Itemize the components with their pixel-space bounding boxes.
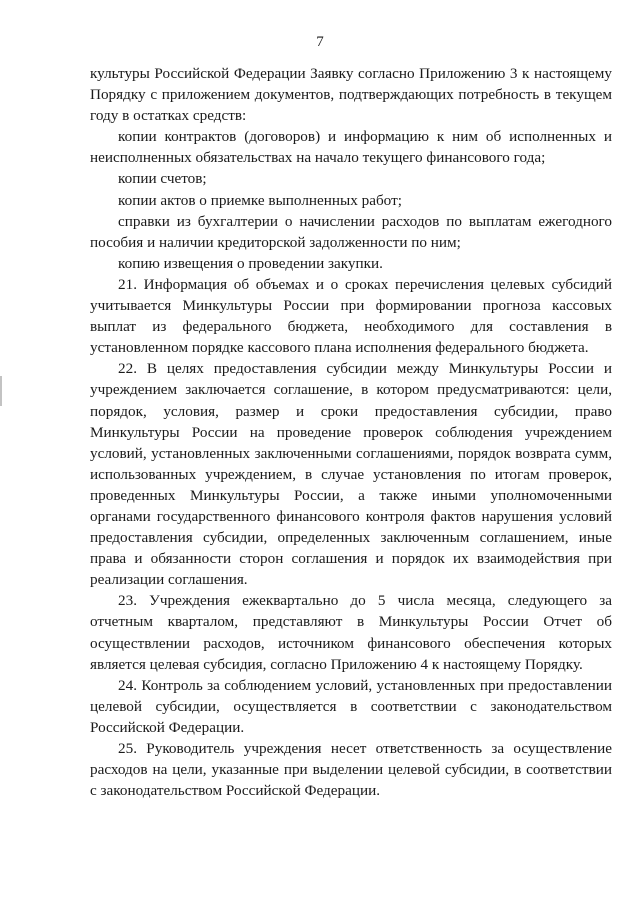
list-item-contract-copies: копии контрактов (договоров) и информацию к ним об исполненных и неисполненных обязательствах на начало текущего финансового года; (90, 128, 612, 167)
clause-24: 24. Контроль за соблюдением условий, установленных при предоставлении целевой субсидии, осуществляется в соответствии с законодательством Российской Федерации. (90, 676, 612, 736)
clause-22: 22. В целях предоставления субсидии между Минкультуры России и учреждением заключается соглашение, в котором предусматриваются: цели, порядок, условия, размер и сроки предоставления субсидии, право Минкультуры России на проведение проверок соблюдения учреждением условий, установленных заключенными соглашениями, порядок возврата сумм, использованных учреждением, в случае установления по итогам проверок, проведенных Минкультуры России, а также иными уполномоченными органами государственного финансового контроля фактов нарушения условий предоставления субсидии, определенных заключенным соглашением, иные права и обязанности сторон соглашения и порядок их взаимодействия при реализации соглашения. (90, 360, 612, 589)
list-item-acceptance-acts: копии актов о приемке выполненных работ; (118, 191, 402, 209)
list-item-procurement-notice: копию извещения о проведении закупки. (118, 254, 383, 272)
clause-23: 23. Учреждения ежеквартально до 5 числа месяца, следующего за отчетным кварталом, представляют в Минкультуры России Отчет об осуществлении расходов, источником финансового обеспечения которых является целевая субсидия, согласно Приложению 4 к настоящему Порядку. (90, 592, 612, 673)
document-body (90, 63, 612, 801)
scan-edge-mark (0, 376, 2, 406)
clause-25: 25. Руководитель учреждения несет ответственность за осуществление расходов на цели, указанные при выделении целевой субсидии, в соответствии с законодательством Российской Федерации. (90, 740, 612, 800)
list-item-accounting-certificates: справки из бухгалтерии о начислении расходов по выплатам ежегодного пособия и наличии кредиторской задолженности по ним; (90, 212, 612, 251)
list-item-invoice-copies: копии счетов; (118, 170, 207, 188)
paragraph-continuation: культуры Российской Федерации Заявку согласно Приложению 3 к настоящему Порядку с приложением документов, подтверждающих потребность в текущем году в остатках средств: (90, 65, 612, 125)
page-number: 7 (316, 34, 324, 50)
clause-21: 21. Информация об объемах и о сроках перечисления целевых субсидий учитывается Минкультуры России при формировании прогноза кассовых выплат из федерального бюджета, необходимого для составления в установленном порядке кассового плана исполнения федерального бюджета. (90, 275, 612, 357)
